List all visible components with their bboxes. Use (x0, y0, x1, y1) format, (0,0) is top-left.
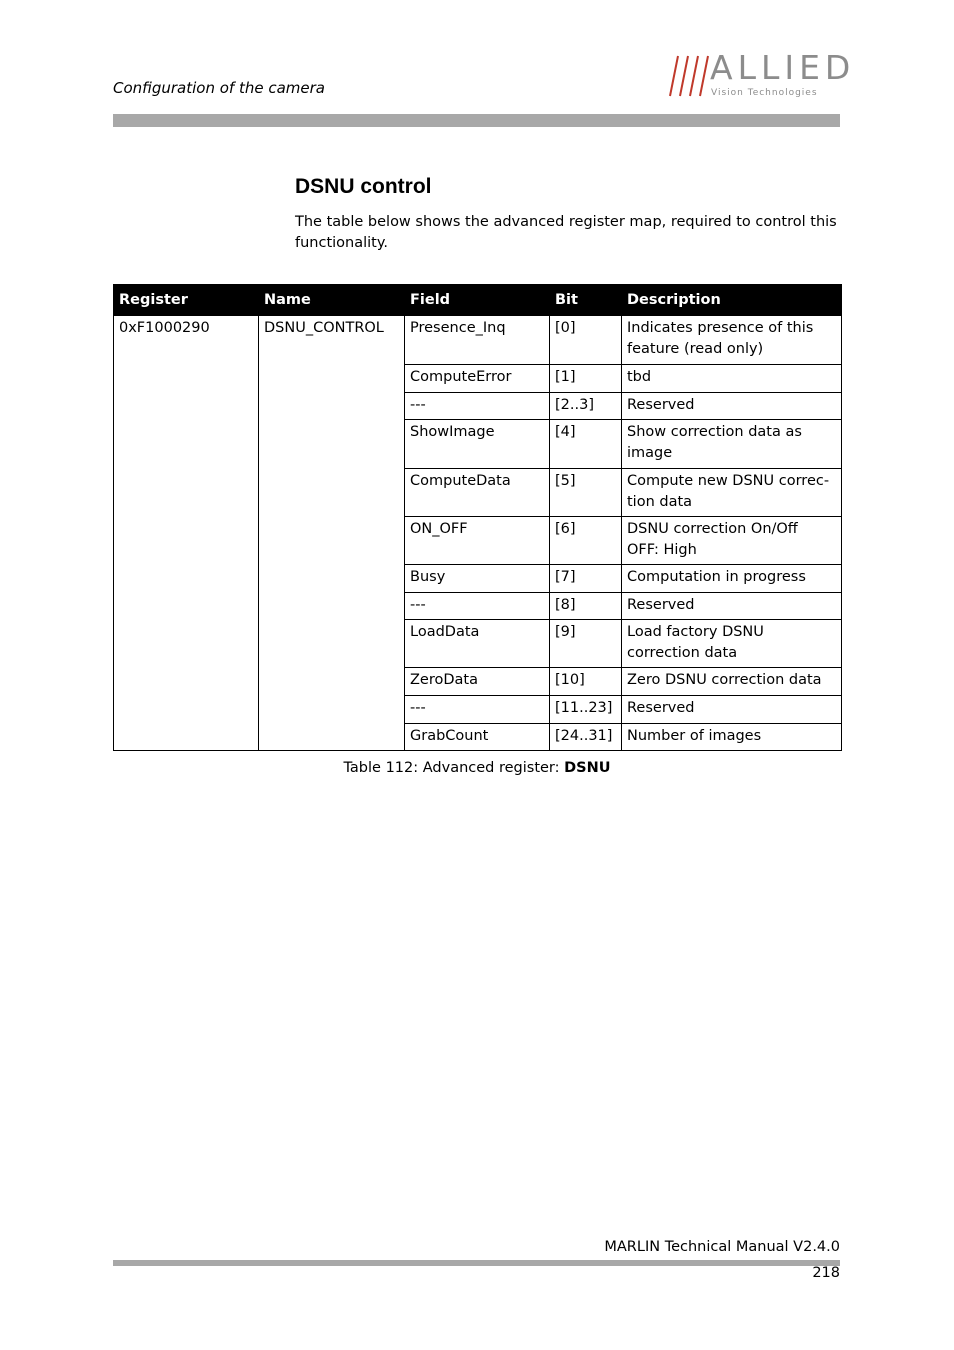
running-header: Configuration of the camera (113, 79, 325, 97)
description-line: DSNU correction On/Off (627, 521, 798, 537)
footer-manual-title: MARLIN Technical Manual V2.4.0 (604, 1239, 840, 1255)
bit-cell: [8] (550, 592, 622, 620)
header-rule (113, 114, 840, 127)
field-cell: --- (405, 696, 550, 724)
bit-cell: [6] (550, 517, 622, 565)
bit-cell: [11..23] (550, 696, 622, 724)
description-cell: Indicates presence of this feature (read only) (622, 316, 842, 365)
register-name: DSNU_CONTROL (259, 316, 405, 751)
description-cell: Load factory DSNU correction data (622, 620, 842, 668)
page-number: 218 (812, 1265, 840, 1281)
header-bit: Bit (550, 285, 622, 316)
description-cell (622, 469, 842, 517)
allied-logo (666, 48, 856, 102)
register-table (113, 284, 842, 751)
description-cell: Computation in progress (622, 565, 842, 593)
description-cell (622, 517, 842, 565)
table-caption (0, 760, 954, 776)
field-cell: GrabCount (405, 723, 550, 751)
table-row (114, 316, 842, 365)
field-cell: LoadData (405, 620, 550, 668)
bit-cell: [24..31] (550, 723, 622, 751)
caption-prefix: Table 112: Advanced register: (343, 760, 565, 776)
description-cell: Show correction data as image (622, 420, 842, 469)
description-cell: Zero DSNU correction data (622, 668, 842, 696)
header-name: Name (259, 285, 405, 316)
logo-wordmark: ALLIED (710, 48, 856, 87)
intro-paragraph: The table below shows the advanced register map, required to control this functionality. (295, 214, 837, 251)
field-cell: ZeroData (405, 668, 550, 696)
section-title: DSNU control (295, 175, 432, 198)
bit-cell: [9] (550, 620, 622, 668)
footer-rule (113, 1260, 840, 1266)
bit-cell: [0] (550, 316, 622, 365)
field-cell: --- (405, 392, 550, 420)
description-cell: Reserved (622, 696, 842, 724)
header-register: Register (114, 285, 259, 316)
bit-cell: [7] (550, 565, 622, 593)
description-cell: tbd (622, 365, 842, 393)
header-field: Field (405, 285, 550, 316)
header-description: Description (622, 285, 842, 316)
field-cell: --- (405, 592, 550, 620)
bit-cell: [4] (550, 420, 622, 469)
caption-bold: DSNU (564, 760, 611, 776)
description-cell: Reserved (622, 592, 842, 620)
field-cell: ComputeData (405, 469, 550, 517)
field-cell: ShowImage (405, 420, 550, 469)
bit-cell: [2..3] (550, 392, 622, 420)
table-header-row (114, 285, 842, 316)
field-cell: Presence_Inq (405, 316, 550, 365)
bit-cell: [1] (550, 365, 622, 393)
field-cell: ON_OFF (405, 517, 550, 565)
field-cell: Busy (405, 565, 550, 593)
description-cell: Number of images (622, 723, 842, 751)
register-address: 0xF1000290 (114, 316, 259, 751)
logo-tagline: Vision Technologies (711, 88, 818, 98)
bit-cell: [5] (550, 469, 622, 517)
bit-cell: [10] (550, 668, 622, 696)
logo-slashes-icon (666, 52, 710, 98)
description-cell: Reserved (622, 392, 842, 420)
field-cell: ComputeError (405, 365, 550, 393)
description-text: Compute new DSNU correc-tion data (627, 473, 830, 510)
description-line: OFF: High (627, 541, 697, 558)
